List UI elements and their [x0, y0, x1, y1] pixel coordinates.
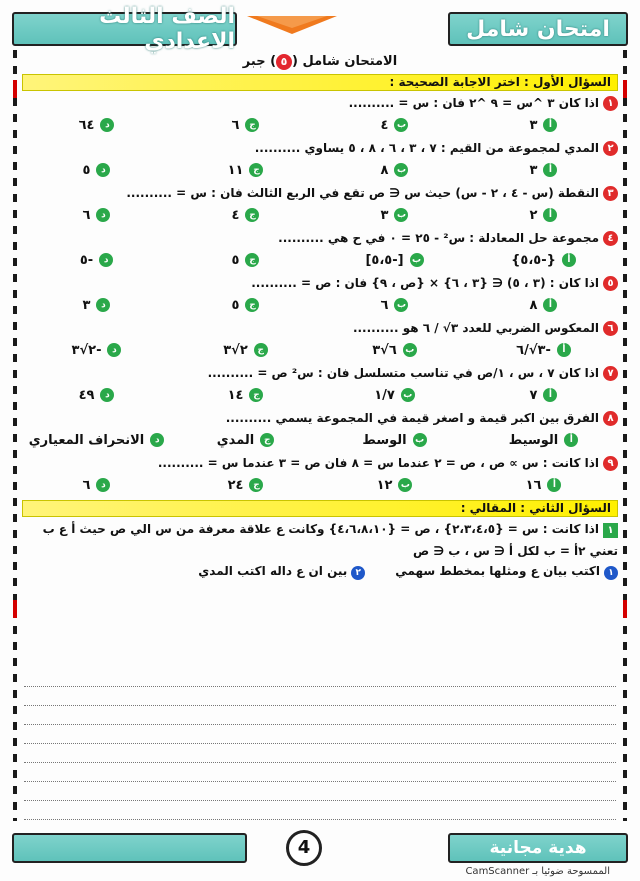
question-number: ٥	[603, 276, 618, 291]
question-text: اذا كان ٣ ^س = ٩ ^٢ فان : س = ..........	[348, 96, 599, 110]
option-letter-icon: أ	[562, 253, 576, 267]
answer-option[interactable]	[171, 163, 320, 178]
section-1-title: السؤال الأول : اختر الاجابة الصحيحة :	[22, 74, 618, 91]
option-letter-icon: ب	[401, 388, 415, 402]
option-letter-icon: أ	[543, 208, 557, 222]
option-text: المدي	[216, 432, 255, 448]
option-text: -٢√٣	[71, 342, 102, 358]
option-letter-icon: ب	[413, 433, 427, 447]
answer-option[interactable]	[320, 253, 469, 268]
option-letter-icon: ج	[245, 298, 259, 312]
option-letter-icon: ج	[254, 343, 268, 357]
answer-option[interactable]	[171, 208, 320, 223]
question-row	[22, 139, 618, 157]
sub-1-text: اكتب بيان ع ومثلها بمخطط سهمي	[395, 564, 600, 578]
answer-option[interactable]	[22, 433, 171, 448]
question-text: اذا كان : (٣ ، ٥) ∈ {٣ ، ٦} × {ص ، ٩} فان : ص = ..........	[251, 276, 599, 290]
option-letter-icon: أ	[543, 163, 557, 177]
option-letter-icon: د	[99, 253, 113, 267]
scanner-watermark: الممسوحة ضوئيا بـ CamScanner	[465, 866, 610, 877]
options-row	[22, 474, 618, 496]
answer-option[interactable]	[22, 253, 171, 268]
essay-question-number: ١	[603, 523, 618, 538]
sub-2-number: ٢	[351, 566, 365, 580]
answer-option[interactable]	[469, 433, 618, 448]
essay-line-1	[22, 519, 618, 539]
option-text: ٦٤	[78, 117, 95, 133]
option-text: ٢√٣	[223, 342, 248, 358]
essay-line-2: تعني ٢أ = ب لكل أ ∈ س ، ب ∈ ص	[413, 544, 618, 558]
exam-title	[22, 54, 618, 74]
option-letter-icon: د	[96, 298, 110, 312]
option-letter-icon: ج	[245, 118, 259, 132]
option-text: ٨	[380, 162, 389, 178]
question-number: ٧	[603, 366, 618, 381]
answer-option[interactable]	[171, 388, 320, 403]
exam-title-prefix: الامتحان شامل (	[292, 54, 398, 69]
option-letter-icon: د	[96, 478, 110, 492]
left-red-mark	[13, 600, 17, 618]
question-text: الفرق بين اكبر قيمة و اصغر قيمة في المجموعة يسمي ..........	[225, 411, 599, 425]
answer-option[interactable]	[469, 388, 618, 403]
answer-option[interactable]	[320, 208, 469, 223]
question-row	[22, 319, 618, 337]
option-text: ١/٧	[374, 387, 395, 403]
options-row	[22, 294, 618, 316]
option-letter-icon: ب	[394, 118, 408, 132]
question-row	[22, 364, 618, 382]
option-letter-icon: د	[100, 388, 114, 402]
question-text: المعكوس الضربي للعدد ٣√ / ٦ هو ..........	[352, 321, 599, 335]
answer-option[interactable]	[320, 478, 469, 493]
option-text: ٥	[82, 162, 91, 178]
option-letter-icon: ج	[245, 208, 259, 222]
footer-left-box	[12, 833, 247, 863]
option-letter-icon: ج	[249, 388, 263, 402]
option-text: ٥	[231, 297, 240, 313]
option-letter-icon: د	[150, 433, 164, 447]
answer-option[interactable]	[171, 478, 320, 493]
options-row	[22, 204, 618, 226]
answer-option[interactable]	[22, 343, 171, 358]
option-text: [-٥،٥]	[365, 252, 404, 268]
option-text: ٦	[380, 297, 389, 313]
option-text: الانحراف المعياري	[28, 432, 145, 448]
options-row	[22, 429, 618, 451]
sub-1-number: ١	[604, 566, 618, 580]
essay-sub-2	[198, 564, 365, 580]
option-letter-icon: أ	[557, 343, 571, 357]
option-text: ٣	[529, 162, 538, 178]
option-letter-icon: أ	[547, 478, 561, 492]
header-right-title: امتحان شامل	[448, 12, 628, 46]
option-text: {-٥،٥}	[511, 252, 556, 268]
right-red-mark	[623, 600, 627, 618]
option-text: ١٢	[376, 477, 393, 493]
section-2-title: السؤال الثاني : المقالي :	[22, 500, 618, 517]
option-text: ٦	[82, 477, 91, 493]
answer-option[interactable]	[171, 298, 320, 313]
exam-number-badge: ٥	[276, 54, 292, 70]
answer-line[interactable]	[24, 801, 616, 820]
question-number: ٣	[603, 186, 618, 201]
sub-2-text: بين ان ع داله اكتب المدي	[198, 564, 348, 578]
answer-option[interactable]	[171, 253, 320, 268]
footer-right-label: هدية مجانية	[448, 833, 628, 863]
option-text: ٤٩	[78, 387, 95, 403]
question-row	[22, 409, 618, 427]
question-row	[22, 94, 618, 112]
option-text: ٤	[380, 117, 389, 133]
answer-option[interactable]	[22, 208, 171, 223]
answer-option[interactable]	[171, 118, 320, 133]
answer-option[interactable]	[320, 343, 469, 358]
option-text: ٤	[231, 207, 240, 223]
options-row	[22, 249, 618, 271]
options-row	[22, 339, 618, 361]
option-letter-icon: ب	[394, 208, 408, 222]
option-letter-icon: د	[96, 208, 110, 222]
option-letter-icon: ب	[410, 253, 424, 267]
question-number: ٤	[603, 231, 618, 246]
question-row	[22, 184, 618, 202]
answer-option[interactable]	[320, 388, 469, 403]
question-row	[22, 229, 618, 247]
answer-line[interactable]	[24, 763, 616, 782]
answer-option[interactable]	[469, 478, 618, 493]
option-letter-icon: د	[96, 163, 110, 177]
option-text: ٨	[529, 297, 538, 313]
essay-sub-1	[395, 564, 618, 580]
option-letter-icon: ب	[403, 343, 417, 357]
question-row	[22, 454, 618, 472]
answer-option[interactable]	[320, 118, 469, 133]
option-letter-icon: أ	[543, 118, 557, 132]
exam-content	[22, 50, 618, 583]
answer-option[interactable]	[469, 118, 618, 133]
option-text: ٢٤	[227, 477, 244, 493]
mcq-list	[22, 94, 618, 496]
question-text: اذا كانت : س ∝ ص ، ص = ٢ عندما س = ٨ فان ص = ٣ عندما س = ..........	[157, 456, 599, 470]
answer-line[interactable]	[24, 706, 616, 725]
answer-line[interactable]	[24, 687, 616, 706]
option-letter-icon: ج	[245, 253, 259, 267]
left-dashed-border	[13, 50, 17, 821]
essay-subquestions	[22, 561, 618, 583]
answer-option[interactable]	[171, 343, 320, 358]
option-letter-icon: ج	[260, 433, 274, 447]
answer-option[interactable]	[22, 118, 171, 133]
option-text: ٧	[529, 387, 538, 403]
answer-line[interactable]	[24, 725, 616, 744]
question-text: المدي لمجموعة من القيم : ٧ ، ٣ ، ٦ ، ٨ ، ٥ يساوي ..........	[254, 141, 599, 155]
question-text: النقطة (س - ٤ ، ٢ - س) حيث س ∈ ص تقع في الربع الثالث فان : س = ..........	[126, 186, 599, 200]
answer-option[interactable]	[469, 208, 618, 223]
answer-option[interactable]	[22, 388, 171, 403]
right-red-mark	[623, 80, 627, 98]
answer-line[interactable]	[24, 782, 616, 801]
answer-option[interactable]	[22, 478, 171, 493]
question-text: مجموعة حل المعادلة : س² - ٢٥ = ٠ في ح هي ..........	[278, 231, 599, 245]
answer-option[interactable]	[469, 253, 618, 268]
answer-option[interactable]	[469, 343, 618, 358]
option-letter-icon: ب	[394, 298, 408, 312]
answer-option[interactable]	[320, 163, 469, 178]
question-number: ٢	[603, 141, 618, 156]
answer-line[interactable]	[24, 668, 616, 687]
option-text: ١١	[227, 162, 244, 178]
answer-option[interactable]	[171, 433, 320, 448]
answer-option[interactable]	[469, 163, 618, 178]
question-number: ٨	[603, 411, 618, 426]
option-letter-icon: أ	[543, 388, 557, 402]
header-chevron-icon	[247, 16, 337, 34]
question-row	[22, 274, 618, 292]
option-text: ٣	[380, 207, 389, 223]
option-text: ٦	[231, 117, 240, 133]
option-text: ٣	[82, 297, 91, 313]
page-number: 4	[286, 830, 322, 866]
option-text: -٥	[79, 252, 94, 268]
option-letter-icon: د	[100, 118, 114, 132]
option-text: ٥	[231, 252, 240, 268]
option-text: ٢	[529, 207, 538, 223]
right-dashed-border	[623, 50, 627, 821]
options-row	[22, 384, 618, 406]
option-text: -٣√/٦	[516, 342, 551, 358]
answer-option[interactable]	[469, 298, 618, 313]
option-letter-icon: ب	[394, 163, 408, 177]
option-letter-icon: د	[107, 343, 121, 357]
question-number: ٦	[603, 321, 618, 336]
option-text: ٦	[82, 207, 91, 223]
option-letter-icon: ب	[398, 478, 412, 492]
question-text: اذا كان ٧ ، س ، ١/ص في تناسب متسلسل فان : س² ص = ..........	[207, 366, 599, 380]
option-text: ٦√٣	[372, 342, 397, 358]
essay-text-1: اذا كانت : س = {٢،٣،٤،٥} ، ص = {٤،٦،٨،١٠} وكانت ع علاقة معرفة من س الي ص حيث أ ع ب	[42, 522, 599, 536]
answer-lines	[24, 668, 616, 820]
header-left-title: الصف الثالث الاعدادي	[12, 12, 237, 46]
option-text: ٣	[529, 117, 538, 133]
question-number: ٩	[603, 456, 618, 471]
answer-option[interactable]	[320, 433, 469, 448]
question-number: ١	[603, 96, 618, 111]
option-letter-icon: أ	[564, 433, 578, 447]
option-text: الوسط	[362, 432, 407, 448]
answer-option[interactable]	[320, 298, 469, 313]
option-letter-icon: ج	[249, 163, 263, 177]
options-row	[22, 159, 618, 181]
option-letter-icon: أ	[543, 298, 557, 312]
exam-title-suffix: ) جبر	[242, 54, 277, 69]
option-text: الوسيط	[508, 432, 559, 448]
option-text: ١٤	[227, 387, 244, 403]
options-row	[22, 114, 618, 136]
left-red-mark	[13, 80, 17, 98]
answer-option[interactable]	[22, 298, 171, 313]
option-text: ١٦	[525, 477, 542, 493]
option-letter-icon: ج	[249, 478, 263, 492]
answer-option[interactable]	[22, 163, 171, 178]
answer-line[interactable]	[24, 744, 616, 763]
